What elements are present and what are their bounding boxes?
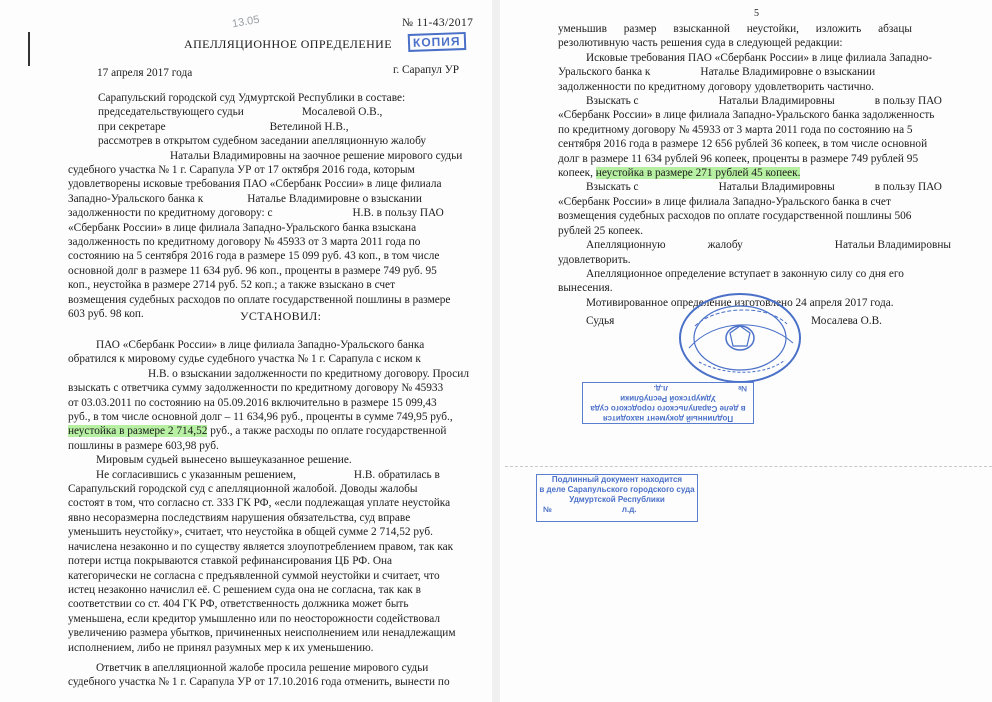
- resolution-line: «Сбербанк России» в лице филиала Западно-Уральского банка задолженность: [558, 109, 935, 122]
- resolution-line: возмещения судебных расходов по оплате государственной пошлины 506: [558, 210, 912, 223]
- body-line: явно несоразмерна последствиям нарушения обязательства, суд вправе: [68, 511, 411, 524]
- resolution-fragment: Натальи Владимировны: [718, 95, 835, 108]
- stamp-line: Подлинный документ находится: [551, 475, 683, 484]
- resolution-fragment: в пользу ПАО: [874, 95, 942, 108]
- intro-line: [68, 206, 478, 220]
- stamp-number-label: №: [543, 505, 552, 514]
- intro-line: [68, 192, 478, 206]
- stamp-line: [583, 383, 753, 393]
- resolution-line: удовлетворить.: [558, 253, 631, 266]
- highlighted-reduced-penalty: неустойка в размере 271 рублей 45 копеек.: [595, 167, 801, 180]
- body-line: судебного участка № 1 г. Сарапула УР от 17.10.2016 года отменить, вынести по: [68, 676, 450, 689]
- resolution-line: по кредитному договору № 45933 от 3 марта 2011 года по состоянию на 5: [558, 123, 913, 136]
- intro-line: судебного участка № 1 г. Сарапула УР от 17 октября 2016 года, которым: [68, 164, 415, 177]
- resolution-line: [558, 238, 966, 252]
- left-document-page: [0, 0, 492, 702]
- presiding-name: Мосалевой О.В.,: [301, 106, 383, 119]
- intro-line: 603 руб. 98 коп.: [68, 308, 144, 321]
- body-line: состоят в том, что согласно ст. 333 ГК РФ, «если подлежащая уплате неустойка: [68, 497, 451, 510]
- resolution-fragment: Наталье Владимировне о взыскании: [700, 66, 876, 79]
- resolution-fragment: Уральского банка к: [558, 66, 651, 79]
- intro-fragment: Наталье Владимировне о взыскании: [247, 192, 422, 205]
- stamp-ld-label: л.д.: [621, 505, 637, 514]
- document-city: г. Сарапул УР: [393, 64, 460, 76]
- presiding-label: председательствующего судьи: [98, 106, 244, 119]
- intro-fragment: задолженности по кредитному договору: с: [68, 207, 273, 220]
- page-fold-line: [505, 466, 992, 467]
- margin-line-mark: [28, 32, 30, 66]
- resolution-line: долг в размере 11 634 рублей 96 копеек, проценты в размере 749 рублей 95: [558, 152, 919, 165]
- body-fragment: Не согласившись с указанным решением,: [96, 468, 296, 481]
- secretary-label: при секретаре: [98, 120, 166, 133]
- document-location-stamp-rotated: [582, 382, 754, 424]
- body-line: Ответчик в апелляционной жалобе просила решение мирового судьи: [96, 661, 429, 674]
- intro-line: основной долг в размере 11 634 руб. 96 коп., проценты в размере 749 руб. 95: [68, 264, 437, 277]
- resolution-line: [558, 180, 966, 194]
- resolution-line: Исковые требования ПАО «Сбербанк России» в лице филиала Западно-: [586, 51, 933, 64]
- body-line: увеличению размера убытков, причиненных неисполнением или ненадлежащим: [68, 627, 456, 640]
- intro-fragment: Н.В. в пользу ПАО: [352, 207, 444, 220]
- resolution-line: вынесения.: [558, 282, 613, 295]
- resolution-block: [558, 22, 966, 310]
- intro-line: рассмотрев в открытом судебном заседании апелляционную жалобу: [98, 135, 427, 148]
- body-line: категорически не согласна с предъявленной суммой неустойки и считает, что: [68, 569, 440, 582]
- resolution-line: Апелляционное определение вступает в законную силу со дня его: [586, 267, 904, 280]
- resolution-line: сентября 2016 года в размере 12 656 рублей 36 копеек, в том числе основной: [558, 138, 928, 151]
- established-heading: УСТАНОВИЛ:: [240, 309, 322, 323]
- body-line: взыскать с ответчика сумму задолженности по кредитному договору № 45933: [68, 382, 444, 395]
- body-line: уменьшить неустойку», считает, что неустойка в общей сумме 2 714,52 руб.: [68, 526, 433, 539]
- body-line: [68, 424, 478, 438]
- document-date: 17 апреля 2017 года: [97, 67, 193, 79]
- intro-line: Сарапульский городской суд Удмуртской Республики в составе:: [98, 92, 406, 104]
- body-line: обратился к мировому судье судебного участка № 1 г. Сарапула с иском к: [68, 353, 421, 366]
- resolution-line: «Сбербанк России» в лице филиала Западно-Уральского банка в счет: [558, 195, 891, 208]
- intro-line: «Сбербанк России» в лице филиала Западно-Уральского банка взыскана: [68, 221, 417, 234]
- intro-line: [68, 105, 478, 119]
- resolution-fragment: Взыскать с: [586, 181, 639, 194]
- body-line: руб., в том числе основной долг – 11 634,96 руб., проценты в сумме 749,95 руб.,: [68, 411, 453, 424]
- body-line: от 03.03.2011 по состоянию на 05.09.2016 включительно в размере 15 099,43: [68, 396, 437, 409]
- intro-line: коп., неустойка в размере 2714 руб. 52 коп.; а также взыскано в счет: [68, 279, 396, 292]
- resolution-line: [558, 65, 966, 79]
- judge-label: Судья: [586, 315, 615, 327]
- intro-line: возмещения судебных расходов по оплате государственной пошлины в размере: [68, 293, 451, 306]
- stamp-line: Удмуртской Республики: [569, 495, 665, 504]
- body-line: Мировым судьей вынесено вышеуказанное решение.: [96, 454, 352, 467]
- resolution-fragment: Взыскать с: [586, 95, 639, 108]
- body-line: пошлины в размере 603,98 руб.: [68, 439, 219, 452]
- document-location-stamp: [536, 474, 698, 522]
- kopiya-stamp: КОПИЯ: [408, 32, 466, 52]
- resolution-fragment: Натальи Владимировны: [718, 181, 835, 194]
- stamp-line: Удмуртской Республики: [620, 394, 716, 403]
- stamp-line: [537, 505, 697, 515]
- resolution-fragment: копеек,: [558, 167, 596, 180]
- intro-line: состоянию на 5 сентября 2016 года в размере 15 099 руб. 43 коп., в том числе: [68, 250, 440, 263]
- body-line: истец незаконно начислил её. С решением суда она не согласна, так как в: [68, 583, 421, 596]
- pencil-note: 13.05: [231, 13, 261, 31]
- stamp-number-label: №: [738, 384, 747, 393]
- intro-block: [68, 91, 478, 322]
- stamp-ld-label: л.д.: [653, 384, 669, 393]
- resolution-line: резолютивную часть решения суда в следующей редакции:: [558, 37, 843, 50]
- page-number: 5: [754, 8, 759, 19]
- secretary-name: Ветелиной Н.В.,: [269, 120, 349, 133]
- body-line: [68, 468, 478, 482]
- body-line: потери истца покрываются ставкой рефинансирования ЦБ РФ. Она: [68, 555, 393, 568]
- body-line: Н.В. о взыскании задолженности по кредитному договору. Просил: [148, 367, 469, 380]
- intro-line: [68, 120, 478, 134]
- stamp-line: в деле Сарапульского городского суда: [539, 485, 695, 494]
- body-fragment: Н.В. обратилась в: [353, 468, 440, 481]
- resolution-fragment: в пользу ПАО: [874, 181, 942, 194]
- round-court-seal: [675, 288, 805, 388]
- body-line: соответствии со ст. 404 ГК РФ, ответственность должника может быть: [68, 598, 409, 611]
- body-line: уменьшена, если кредитор умышленно или по неосторожности содействовал: [68, 612, 441, 625]
- resolution-line: Мотивированное определение изготовлено 24 апреля 2017 года.: [586, 296, 894, 309]
- document-title: АПЕЛЛЯЦИОННОЕ ОПРЕДЕЛЕНИЕ: [184, 37, 392, 51]
- body-line: ПАО «Сбербанк России» в лице филиала Западно-Уральского банка: [96, 339, 425, 351]
- case-number: № 11-43/2017: [402, 17, 474, 29]
- resolution-line: задолженности по кредитному договору удовлетворить частично.: [558, 80, 875, 93]
- resolution-fragment: жалобу: [707, 239, 743, 252]
- resolution-line: [558, 166, 966, 180]
- highlighted-penalty: неустойка в размере 2 714,52: [68, 425, 208, 438]
- resolution-fragment: Апелляционную: [586, 239, 666, 252]
- body-line: Сарапульский городской суд с апелляционной жалобой. Доводы жалобы: [68, 483, 418, 496]
- judge-name: Мосалева О.В.: [811, 315, 882, 327]
- established-body: [68, 338, 478, 690]
- intro-fragment: Западно-Уральского банка к: [68, 192, 204, 205]
- stamp-line: Подлинный документ находится: [602, 414, 734, 423]
- right-document-page: [500, 0, 992, 702]
- resolution-line: уменьшив размер взысканной неустойки, изложить абзацы: [558, 23, 912, 35]
- intro-line: Натальи Владимировны на заочное решение мирового судьи: [170, 149, 463, 162]
- body-fragment: руб., а также расходы по оплате государственной: [207, 425, 447, 438]
- body-line: начислена незаконно и по существу является злоупотреблением правом, так как: [68, 540, 454, 553]
- body-line: исполнением, либо не принял разумных мер к их уменьшению.: [68, 641, 374, 654]
- intro-line: задолженность по кредитному договору № 45933 от 3 марта 2011 года по: [68, 236, 421, 249]
- page-gutter: [492, 0, 500, 702]
- resolution-fragment: Натальи Владимировны: [834, 239, 951, 252]
- resolution-line: [558, 94, 966, 108]
- intro-line: удовлетворены исковые требования ПАО «Сбербанк России» в лице филиала: [68, 178, 442, 191]
- stamp-line: в деле Сарапульского городского суда: [590, 404, 746, 413]
- resolution-line: рублей 25 копеек.: [558, 224, 644, 237]
